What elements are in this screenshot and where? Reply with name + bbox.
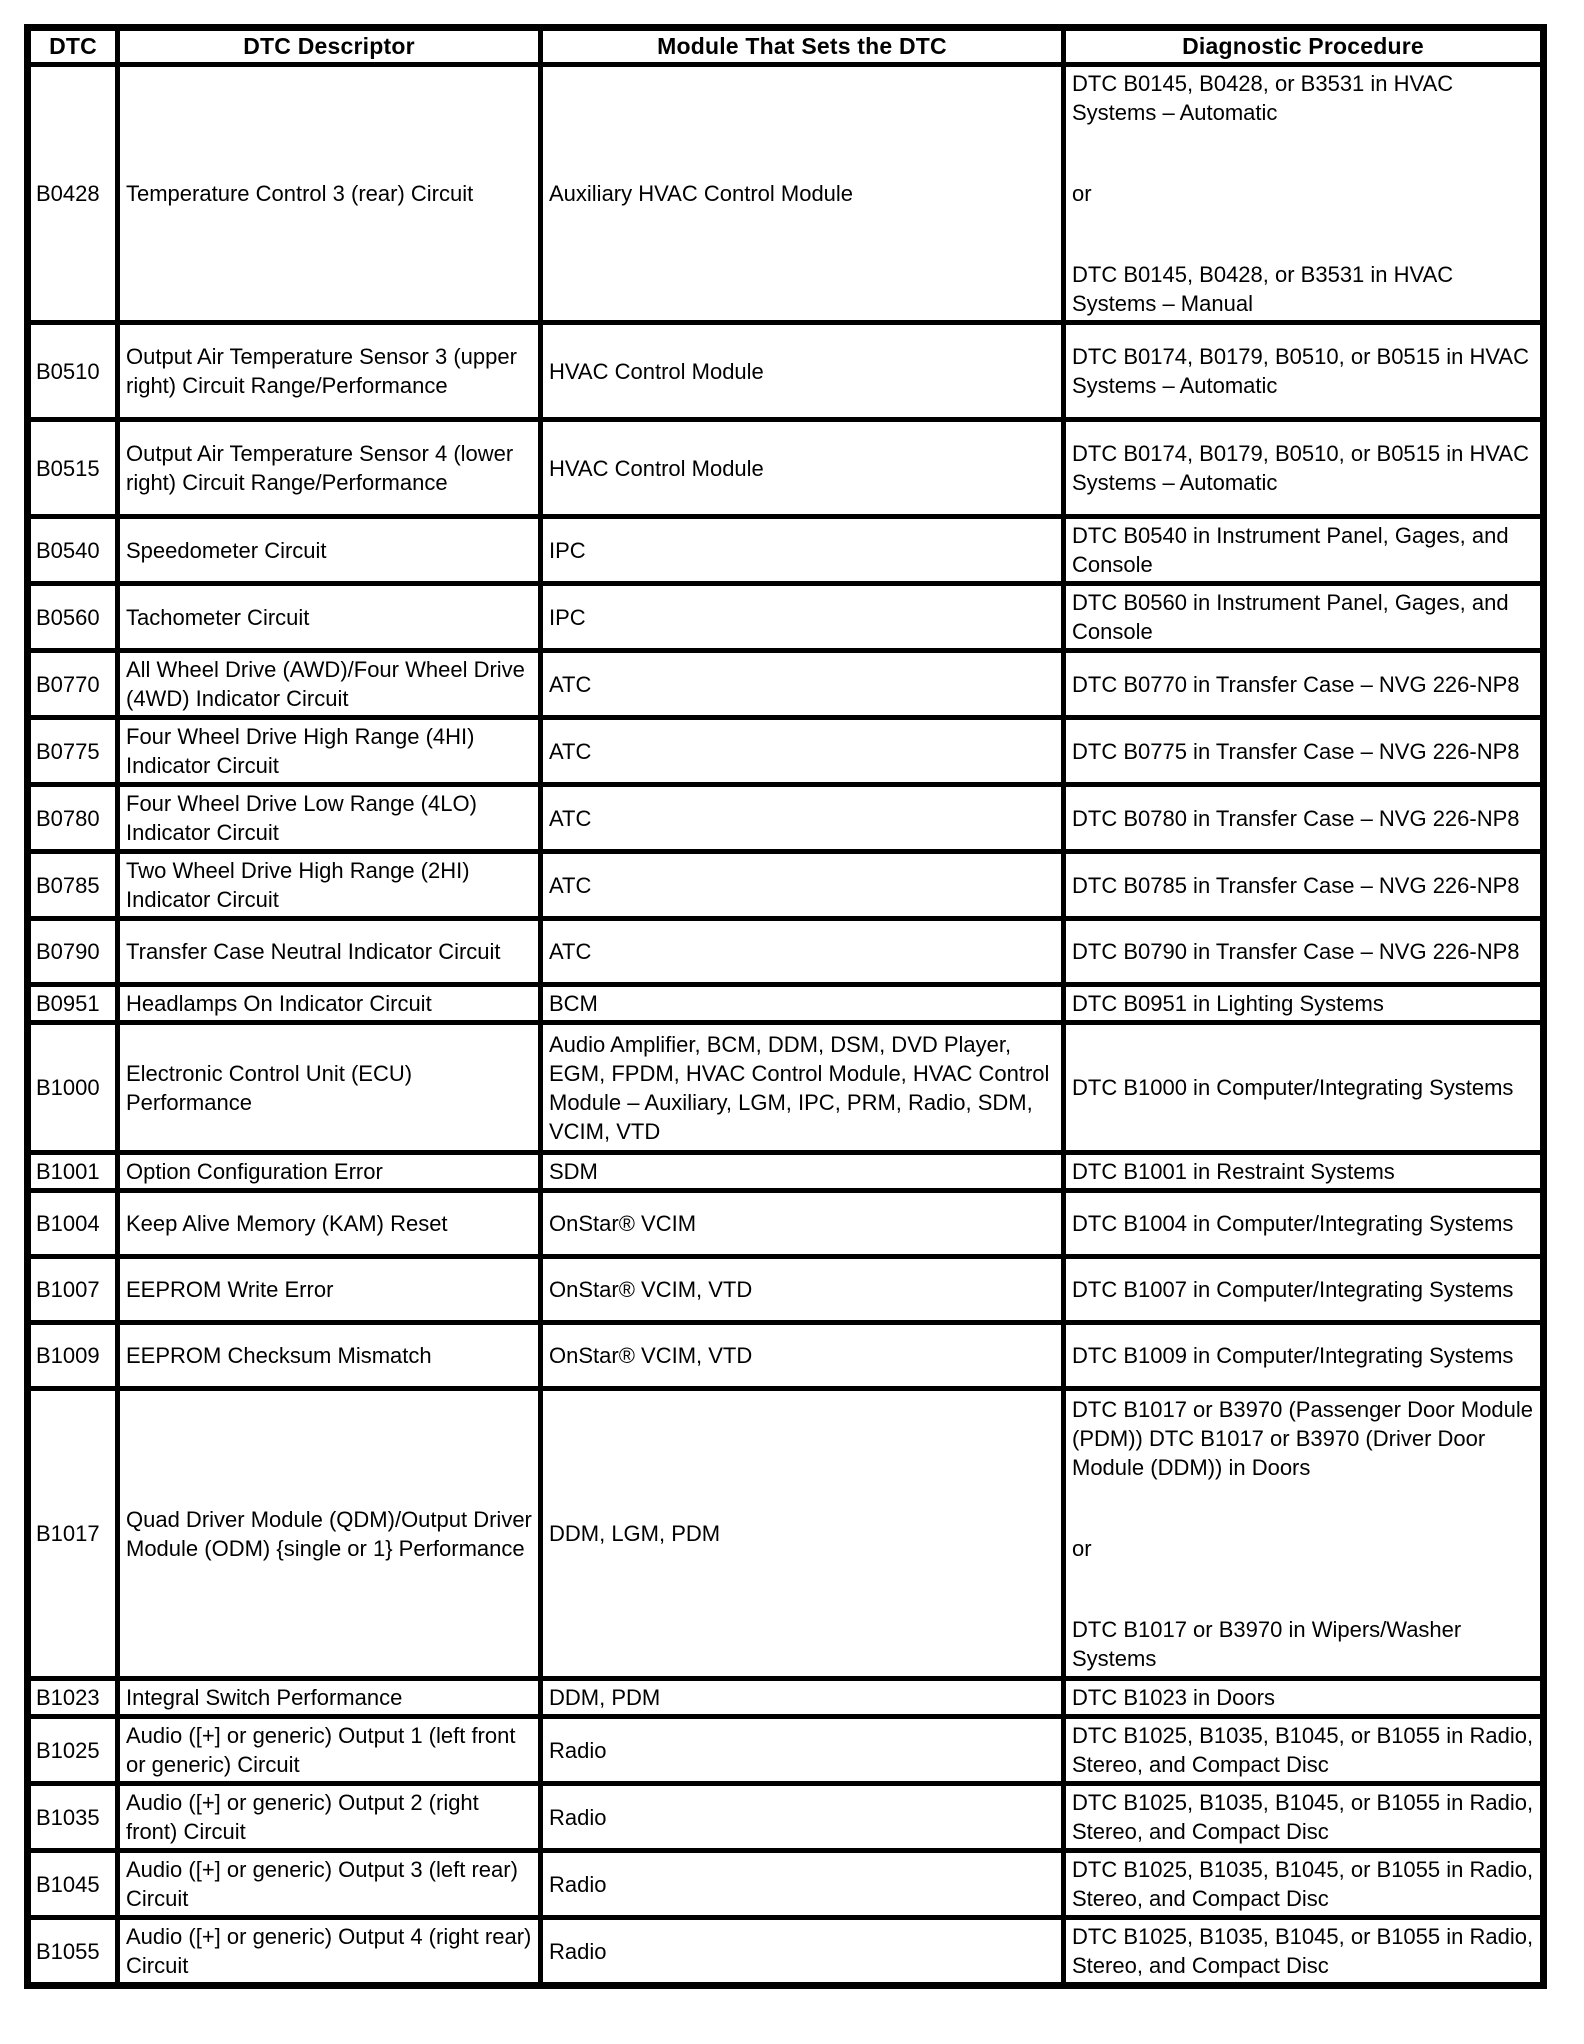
table-row	[28, 1679, 1544, 1717]
dtc-procedure	[1064, 1257, 1544, 1323]
dtc-procedure	[1064, 1389, 1544, 1679]
procedure-paragraph: DTC B1007 in Computer/Integrating Systems	[1072, 1277, 1514, 1302]
table-row	[28, 1023, 1544, 1153]
dtc-module: DDM, LGM, PDM	[541, 1389, 1064, 1679]
dtc-module: Radio	[541, 1717, 1064, 1784]
dtc-module: ATC	[541, 852, 1064, 919]
header-row	[28, 28, 1544, 65]
procedure-paragraph: DTC B0780 in Transfer Case – NVG 226-NP8	[1072, 805, 1520, 831]
dtc-module: ATC	[541, 919, 1064, 985]
table-row	[28, 785, 1544, 852]
dtc-module: OnStar® VCIM	[541, 1191, 1064, 1257]
table-row	[28, 420, 1544, 517]
dtc-descriptor: EEPROM Checksum Mismatch	[118, 1323, 541, 1389]
dtc-descriptor: Quad Driver Module (QDM)/Output Driver Module (ODM) {single or 1} Performance	[118, 1389, 541, 1679]
dtc-procedure	[1064, 1717, 1544, 1784]
dtc-descriptor: Four Wheel Drive High Range (4HI) Indicator Circuit	[118, 718, 541, 785]
dtc-code: B1009	[28, 1323, 118, 1389]
header-diagnostic-procedure: Diagnostic Procedure	[1064, 28, 1544, 65]
dtc-code: B0515	[28, 420, 118, 517]
dtc-procedure	[1064, 584, 1544, 651]
dtc-procedure	[1064, 420, 1544, 517]
dtc-module: OnStar® VCIM, VTD	[541, 1257, 1064, 1323]
dtc-procedure	[1064, 852, 1544, 919]
dtc-descriptor: Headlamps On Indicator Circuit	[118, 985, 541, 1023]
table-row	[28, 1191, 1544, 1257]
dtc-module: IPC	[541, 584, 1064, 651]
procedure-paragraph: DTC B0770 in Transfer Case – NVG 226-NP8	[1072, 671, 1520, 697]
dtc-descriptor: All Wheel Drive (AWD)/Four Wheel Drive (4WD) Indicator Circuit	[118, 651, 541, 718]
dtc-table-body	[28, 65, 1544, 1986]
dtc-descriptor: Audio ([+] or generic) Output 2 (right front) Circuit	[118, 1784, 541, 1851]
dtc-code: B1023	[28, 1679, 118, 1717]
dtc-procedure	[1064, 785, 1544, 852]
procedure-paragraph: DTC B1025, B1035, B1045, or B1055 in Radio, Stereo, and Compact Disc	[1072, 1924, 1534, 1978]
dtc-code: B0775	[28, 718, 118, 785]
dtc-procedure	[1064, 1679, 1544, 1717]
procedure-paragraph: DTC B0560 in Instrument Panel, Gages, and Console	[1072, 590, 1509, 644]
dtc-procedure	[1064, 1153, 1544, 1191]
dtc-module: Radio	[541, 1918, 1064, 1986]
dtc-procedure	[1064, 718, 1544, 785]
procedure-paragraph: DTC B0775 in Transfer Case – NVG 226-NP8	[1072, 738, 1520, 764]
dtc-table	[24, 24, 1547, 1989]
dtc-module: BCM	[541, 985, 1064, 1023]
dtc-procedure	[1064, 65, 1544, 323]
procedure-paragraph: DTC B0951 in Lighting Systems	[1072, 991, 1384, 1016]
dtc-procedure	[1064, 1851, 1544, 1918]
procedure-paragraph: DTC B0145, B0428, or B3531 in HVAC Systems – Automatic	[1072, 71, 1454, 125]
procedure-paragraph: or	[1072, 181, 1092, 206]
dtc-code: B1007	[28, 1257, 118, 1323]
dtc-descriptor: EEPROM Write Error	[118, 1257, 541, 1323]
dtc-descriptor: Two Wheel Drive High Range (2HI) Indicator Circuit	[118, 852, 541, 919]
procedure-paragraph: DTC B1023 in Doors	[1072, 1685, 1275, 1710]
dtc-descriptor: Option Configuration Error	[118, 1153, 541, 1191]
dtc-descriptor: Keep Alive Memory (KAM) Reset	[118, 1191, 541, 1257]
dtc-descriptor: Transfer Case Neutral Indicator Circuit	[118, 919, 541, 985]
dtc-descriptor: Electronic Control Unit (ECU) Performance	[118, 1023, 541, 1153]
dtc-module: ATC	[541, 718, 1064, 785]
dtc-code: B1035	[28, 1784, 118, 1851]
dtc-module: ATC	[541, 651, 1064, 718]
dtc-code: B0790	[28, 919, 118, 985]
header-module: Module That Sets the DTC	[541, 28, 1064, 65]
header-dtc: DTC	[28, 28, 118, 65]
dtc-descriptor: Audio ([+] or generic) Output 1 (left front or generic) Circuit	[118, 1717, 541, 1784]
dtc-descriptor: Output Air Temperature Sensor 3 (upper right) Circuit Range/Performance	[118, 323, 541, 420]
dtc-code: B0510	[28, 323, 118, 420]
dtc-module: Auxiliary HVAC Control Module	[541, 65, 1064, 323]
dtc-procedure	[1064, 323, 1544, 420]
dtc-descriptor: Integral Switch Performance	[118, 1679, 541, 1717]
dtc-descriptor: Four Wheel Drive Low Range (4LO) Indicator Circuit	[118, 785, 541, 852]
dtc-procedure	[1064, 1918, 1544, 1986]
procedure-paragraph: DTC B0790 in Transfer Case – NVG 226-NP8	[1072, 939, 1520, 964]
dtc-module: HVAC Control Module	[541, 420, 1064, 517]
dtc-code: B1045	[28, 1851, 118, 1918]
dtc-module: IPC	[541, 517, 1064, 584]
table-row	[28, 651, 1544, 718]
table-row	[28, 1784, 1544, 1851]
dtc-module: Audio Amplifier, BCM, DDM, DSM, DVD Player, EGM, FPDM, HVAC Control Module, HVAC Control Module – Auxiliary, LGM, IPC, PRM, Radio, SDM, VCIM, VTD	[541, 1023, 1064, 1153]
dtc-descriptor: Output Air Temperature Sensor 4 (lower right) Circuit Range/Performance	[118, 420, 541, 517]
table-row	[28, 852, 1544, 919]
procedure-paragraph: DTC B1017 or B3970 (Passenger Door Module (PDM)) DTC B1017 or B3970 (Driver Door Module (DDM)) in Doors	[1072, 1396, 1534, 1480]
header-dtc-descriptor: DTC Descriptor	[118, 28, 541, 65]
dtc-procedure	[1064, 651, 1544, 718]
dtc-code: B1001	[28, 1153, 118, 1191]
dtc-code: B0785	[28, 852, 118, 919]
dtc-module: HVAC Control Module	[541, 323, 1064, 420]
table-row	[28, 323, 1544, 420]
dtc-descriptor: Temperature Control 3 (rear) Circuit	[118, 65, 541, 323]
dtc-module: Radio	[541, 1784, 1064, 1851]
table-row	[28, 517, 1544, 584]
dtc-descriptor: Audio ([+] or generic) Output 3 (left rear) Circuit	[118, 1851, 541, 1918]
dtc-code: B0951	[28, 985, 118, 1023]
dtc-code: B0770	[28, 651, 118, 718]
table-row	[28, 1257, 1544, 1323]
procedure-paragraph: DTC B0540 in Instrument Panel, Gages, and Console	[1072, 523, 1509, 577]
dtc-descriptor: Speedometer Circuit	[118, 517, 541, 584]
procedure-paragraph: DTC B0785 in Transfer Case – NVG 226-NP8	[1072, 872, 1520, 898]
table-row	[28, 1389, 1544, 1679]
procedure-paragraph: DTC B1017 or B3970 in Wipers/Washer Systems	[1072, 1616, 1462, 1671]
table-row	[28, 985, 1544, 1023]
procedure-paragraph: DTC B1025, B1035, B1045, or B1055 in Radio, Stereo, and Compact Disc	[1072, 1790, 1534, 1844]
table-row	[28, 1323, 1544, 1389]
dtc-code: B0560	[28, 584, 118, 651]
table-row	[28, 919, 1544, 985]
table-row	[28, 584, 1544, 651]
dtc-code: B1000	[28, 1023, 118, 1153]
dtc-descriptor: Audio ([+] or generic) Output 4 (right rear) Circuit	[118, 1918, 541, 1986]
dtc-code: B1055	[28, 1918, 118, 1986]
dtc-code: B0428	[28, 65, 118, 323]
dtc-procedure	[1064, 1191, 1544, 1257]
dtc-code: B1017	[28, 1389, 118, 1679]
table-row	[28, 1153, 1544, 1191]
procedure-paragraph: DTC B0174, B0179, B0510, or B0515 in HVAC Systems – Automatic	[1072, 344, 1529, 398]
dtc-procedure	[1064, 517, 1544, 584]
dtc-procedure	[1064, 919, 1544, 985]
table-row	[28, 65, 1544, 323]
table-row	[28, 1918, 1544, 1986]
dtc-module: SDM	[541, 1153, 1064, 1191]
procedure-paragraph: DTC B1001 in Restraint Systems	[1072, 1159, 1395, 1184]
dtc-procedure	[1064, 985, 1544, 1023]
dtc-module: Radio	[541, 1851, 1064, 1918]
procedure-paragraph: DTC B1009 in Computer/Integrating Systems	[1072, 1343, 1514, 1368]
dtc-code: B0540	[28, 517, 118, 584]
procedure-paragraph: DTC B1004 in Computer/Integrating Systems	[1072, 1211, 1514, 1236]
dtc-code: B1004	[28, 1191, 118, 1257]
procedure-paragraph: DTC B1025, B1035, B1045, or B1055 in Radio, Stereo, and Compact Disc	[1072, 1857, 1534, 1911]
procedure-paragraph: DTC B0174, B0179, B0510, or B0515 in HVAC Systems – Automatic	[1072, 441, 1529, 495]
dtc-procedure	[1064, 1023, 1544, 1153]
table-row	[28, 718, 1544, 785]
dtc-code: B1025	[28, 1717, 118, 1784]
table-row	[28, 1717, 1544, 1784]
procedure-paragraph: or	[1072, 1535, 1092, 1561]
procedure-paragraph: DTC B1025, B1035, B1045, or B1055 in Radio, Stereo, and Compact Disc	[1072, 1723, 1534, 1777]
dtc-procedure	[1064, 1323, 1544, 1389]
dtc-module: ATC	[541, 785, 1064, 852]
dtc-procedure	[1064, 1784, 1544, 1851]
procedure-paragraph: DTC B1000 in Computer/Integrating Systems	[1072, 1075, 1514, 1100]
dtc-module: DDM, PDM	[541, 1679, 1064, 1717]
procedure-paragraph: DTC B0145, B0428, or B3531 in HVAC Systems – Manual	[1072, 262, 1454, 316]
table-row	[28, 1851, 1544, 1918]
dtc-descriptor: Tachometer Circuit	[118, 584, 541, 651]
dtc-module: OnStar® VCIM, VTD	[541, 1323, 1064, 1389]
dtc-code: B0780	[28, 785, 118, 852]
